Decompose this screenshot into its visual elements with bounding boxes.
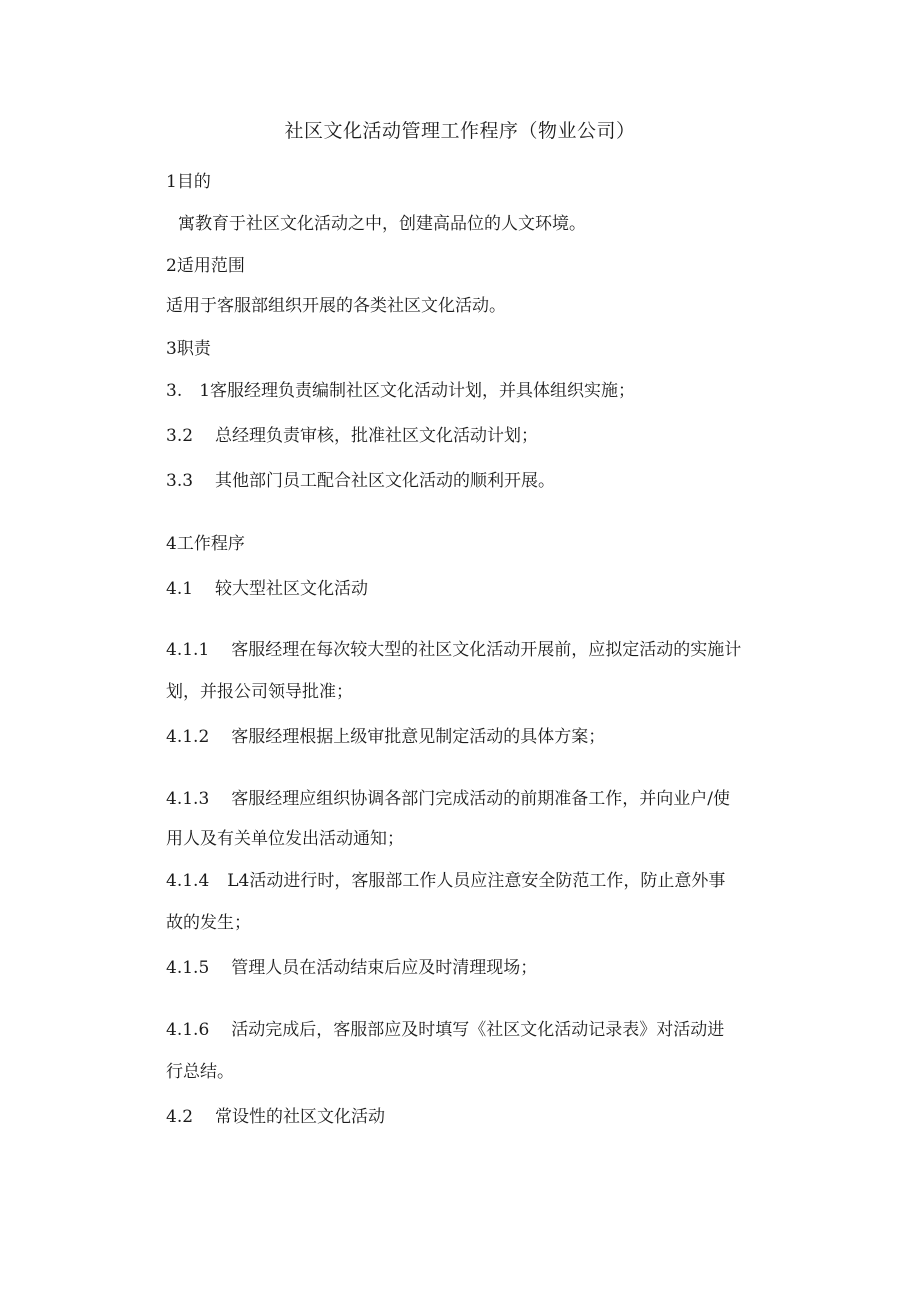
clause-text: 管理人员在活动结束后应及时清理现场； [231, 958, 538, 978]
clause-4-1-5 [166, 957, 537, 979]
clause-text: 客服经理根据上级审批意见制定活动的具体方案； [231, 727, 606, 747]
clause-number: 4.1.2 [166, 727, 210, 747]
clause-3-1 [166, 380, 635, 402]
clause-4-1 [166, 578, 368, 600]
clause-number: 4.1.6 [166, 1020, 210, 1040]
clause-text: 总经理负责审核，批准社区文化活动计划； [215, 426, 539, 446]
clause-number: 3. 1 [166, 381, 211, 401]
section-heading-scope [166, 255, 245, 277]
clause-number: 4.1.4 [166, 871, 210, 891]
clause-number: 3.2 [166, 426, 194, 446]
section-heading-text: 适用范围 [176, 256, 245, 276]
clause-text: L4活动进行时，客服部工作人员应注意安全防范工作，防止意外事 [227, 871, 726, 891]
clause-4-1-4-continued: 故的发生； [166, 913, 251, 933]
section-heading-duties [166, 338, 211, 360]
clause-number: 4.1.3 [166, 789, 210, 809]
section-heading-procedure [166, 533, 245, 555]
clause-3-2 [166, 425, 538, 447]
clause-4-1-3 [166, 788, 730, 810]
section-number: 1 [166, 172, 177, 192]
section-number: 2 [166, 256, 177, 276]
clause-number: 4.1.5 [166, 958, 210, 978]
section-heading-text: 职责 [176, 339, 211, 359]
clause-number: 4.2 [166, 1107, 194, 1127]
section-heading-purpose [166, 171, 211, 193]
section-heading-text: 工作程序 [176, 534, 245, 554]
clause-number: 4.1 [166, 579, 194, 599]
document-title: 社区文化活动管理工作程序（物业公司） [284, 120, 636, 142]
clause-4-1-2 [166, 726, 605, 748]
clause-4-1-3-continued: 用人及有关单位发出活动通知； [166, 829, 404, 849]
clause-4-1-1-continued: 划，并报公司领导批准； [166, 682, 353, 702]
clause-number: 4.1.1 [166, 640, 210, 660]
clause-4-1-6-continued: 行总结。 [166, 1062, 234, 1082]
clause-4-2 [166, 1106, 385, 1128]
clause-3-3 [166, 470, 555, 492]
clause-text: 其他部门员工配合社区文化活动的顺利开展。 [215, 471, 556, 491]
clause-text: 客服经理在每次较大型的社区文化活动开展前，应拟定活动的实施计 [231, 640, 742, 660]
clause-number: 3.3 [166, 471, 194, 491]
clause-text: 客服经理负责编制社区文化活动计划，并具体组织实施； [210, 381, 636, 401]
clause-4-1-1 [166, 639, 741, 661]
paragraph-purpose: 寓教育于社区文化活动之中，创建高品位的人文环境。 [178, 214, 586, 234]
clause-text: 常设性的社区文化活动 [215, 1107, 386, 1127]
clause-text: 较大型社区文化活动 [215, 579, 369, 599]
clause-4-1-4 [166, 870, 725, 892]
clause-text: 活动完成后，客服部应及时填写《社区文化活动记录表》对活动进 [231, 1020, 725, 1040]
section-number: 3 [166, 339, 177, 359]
section-heading-text: 目的 [176, 172, 211, 192]
section-number: 4 [166, 534, 177, 554]
clause-text: 客服经理应组织协调各部门完成活动的前期准备工作，并向业户/使 [231, 789, 730, 809]
paragraph-scope: 适用于客服部组织开展的各类社区文化活动。 [166, 296, 506, 316]
clause-4-1-6 [166, 1019, 724, 1041]
